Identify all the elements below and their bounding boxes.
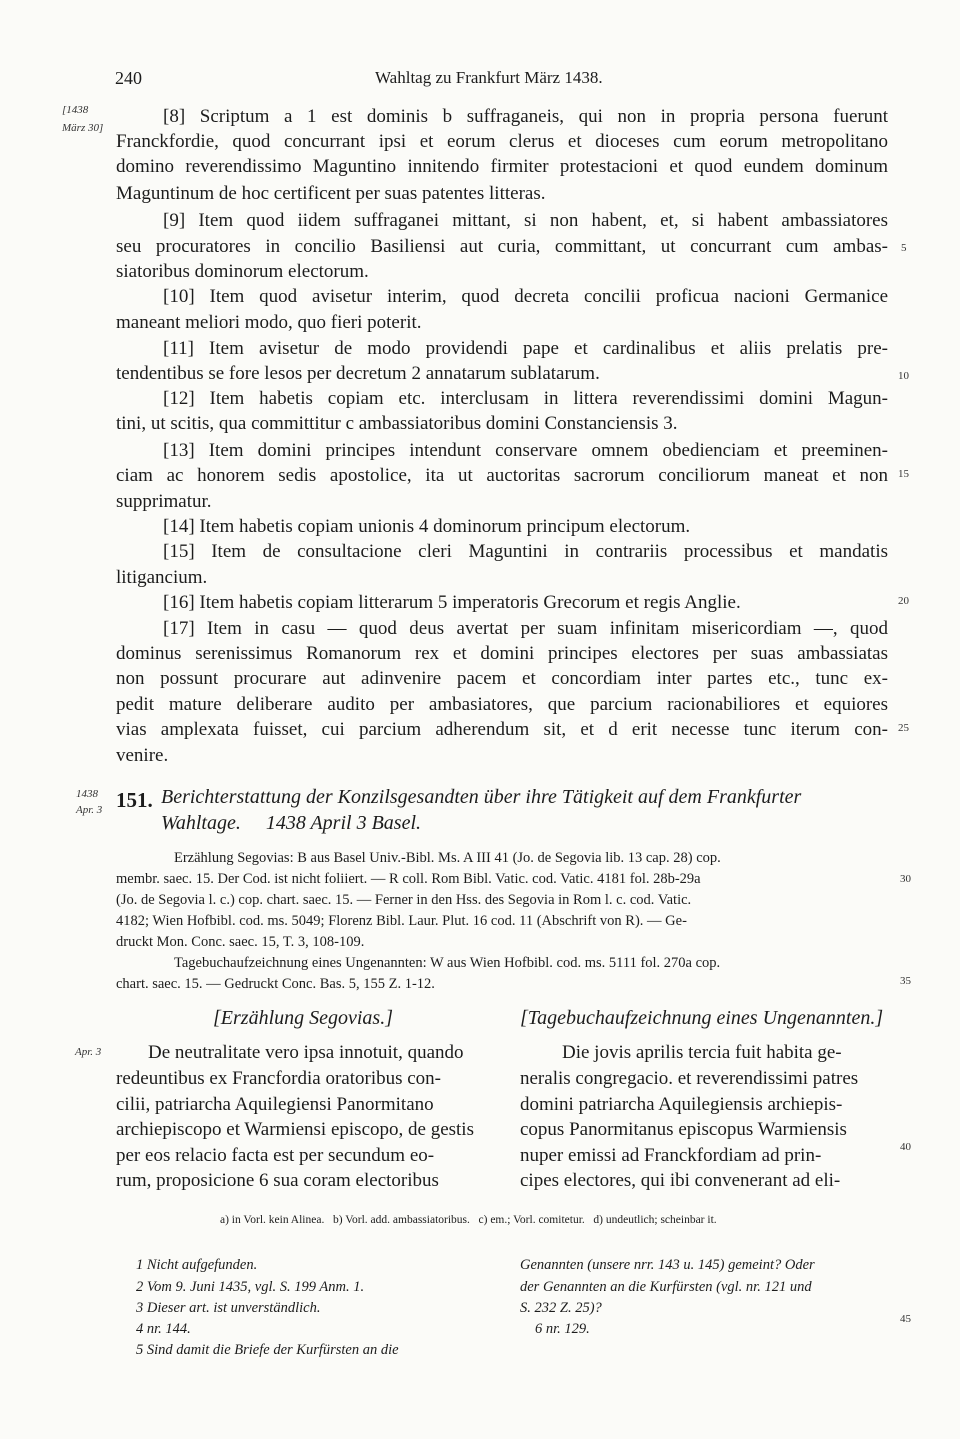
page-number: 240 xyxy=(115,68,142,88)
text-line: non possunt procurare aut adinvenire pacem et concordiam inter partes etc., tunc ex- xyxy=(116,668,888,689)
right-column-line: neralis congregacio. et reverendissimi patres xyxy=(520,1068,859,1089)
text-line: seu procuratores in concilio Basiliensi aut curia, committant, ut concurrant cum ambas- xyxy=(116,236,888,257)
text-line: vias amplexata fuisset, cui parcium adherendum sit, et d erit necesse tunc iterum con- xyxy=(116,719,888,740)
entry-margin-date-2: Apr. 3 xyxy=(76,804,103,816)
left-column-line: redeuntibus ex Francfordia oratoribus con- xyxy=(116,1068,442,1089)
right-column-line: nuper emissi ad Franckfordiam ad prin- xyxy=(520,1145,822,1166)
source-line: Tagebuchaufzeichnung eines Ungenannten: W aus Wien Hofbibl. cod. ms. 5111 fol. 270a cop. xyxy=(174,955,721,971)
right-column-line: copus Panormitanus episcopus Warmiensis xyxy=(520,1119,847,1140)
text-line: tini, ut scitis, qua committitur c ambassiatoribus domini Constanciensis 3. xyxy=(116,413,678,434)
footnote: 5 Sind damit die Briefe der Kurfürsten an die xyxy=(136,1342,399,1358)
footnote: S. 232 Z. 25)? xyxy=(520,1300,602,1316)
entry-margin-date: 1438 xyxy=(76,788,98,800)
line-number: 45 xyxy=(900,1313,911,1325)
left-column-line: archiepiscopo et Warmiensi episcopo, de gestis xyxy=(116,1119,474,1140)
text-line: [10] Item quod avisetur interim, quod decreta concilii proficua nacioni Germanice xyxy=(163,286,888,307)
right-column-line: domini patriarcha Aquilegiensis archiepis- xyxy=(520,1094,843,1115)
margin-date: [1438 xyxy=(62,104,89,116)
line-number: 10 xyxy=(898,370,909,382)
line-number: 25 xyxy=(898,722,909,734)
footnote: Genannten (unsere nrr. 143 u. 145) gemeint? Oder xyxy=(520,1257,815,1273)
text-line: [15] Item de consultacione cleri Maguntini in contrariis processibus et mandatis xyxy=(163,541,888,562)
text-line: litigancium. xyxy=(116,567,208,588)
footnote: der Genannten an die Kurfürsten (vgl. nr. 121 und xyxy=(520,1279,812,1295)
entry-title-2: Wahltage. 1438 April 3 Basel. xyxy=(161,812,421,834)
text-line: Franckfordie, quod concurrant ipsi et eorum clerus et dioceses cum eorum metropolitano xyxy=(116,131,888,152)
text-line: pedit mature deliberare audito per ambasiatores, que parcium racionabiliores et equiores xyxy=(116,694,888,715)
running-title: Wahltag zu Frankfurt März 1438. xyxy=(375,68,603,87)
footnote: 2 Vom 9. Juni 1435, vgl. S. 199 Anm. 1. xyxy=(136,1279,365,1295)
margin-date-2: März 30] xyxy=(62,122,104,134)
left-column-line: per eos relacio facta est per secundum eo- xyxy=(116,1145,435,1166)
footnote: 3 Dieser art. ist unverständlich. xyxy=(136,1300,321,1316)
text-line: siatoribus dominorum electorum. xyxy=(116,261,369,282)
line-number: 15 xyxy=(898,468,909,480)
text-line: ciam ac honorem sedis apostolice, ita ut auctoritas sacrorum conciliorum maneat et non xyxy=(116,465,888,486)
line-number: 35 xyxy=(900,975,911,987)
source-line: (Jo. de Segovia l. c.) cop. chart. saec. 15. — Ferner in den Hss. des Segovia in Rom l. c. cod. Vatic. xyxy=(116,892,692,908)
text-line: domino reverendissimo Maguntino innitendo firmiter protestacioni et quod eundem dominum xyxy=(116,156,888,177)
text-line: Maguntinum de hoc certificent per suas patentes litteras. xyxy=(116,183,546,204)
entry-title: Berichterstattung der Konzilsgesandten über ihre Tätigkeit auf dem Frankfurter xyxy=(161,786,802,808)
text-line: [12] Item habetis copiam etc. interclusam in littera reverendissimi domini Magun- xyxy=(163,388,888,409)
footnote: 4 nr. 144. xyxy=(136,1321,191,1337)
text-line: maneant meliori modo, quo fieri poterit. xyxy=(116,312,422,333)
source-line: 4182; Wien Hofbibl. cod. ms. 5049; Florenz Bibl. Laur. Plut. 16 cod. 11 (Abschrift von R). — Ge- xyxy=(116,913,687,929)
footnote: 6 nr. 129. xyxy=(535,1321,590,1337)
line-number: 30 xyxy=(900,873,911,885)
line-number: 20 xyxy=(898,595,909,607)
line-number: 5 xyxy=(901,242,907,254)
text-line: [8] Scriptum a 1 est dominis b suffraganeis, qui non in propria persona fuerunt xyxy=(163,106,888,127)
left-column-line: cilii, patriarcha Aquilegiensi Panormitano xyxy=(116,1094,434,1115)
text-line: venire. xyxy=(116,745,169,766)
text-line: dominus serenissimus Romanorum rex et domini principes electores per suas ambassiatas xyxy=(116,643,888,664)
text-line: [14] Item habetis copiam unionis 4 dominorum principum electorum. xyxy=(163,516,691,537)
left-column-line: rum, proposicione 6 sua coram electoribus xyxy=(116,1170,439,1191)
text-line: supprimatur. xyxy=(116,491,212,512)
source-line: druckt Mon. Conc. saec. 15, T. 3, 108-109. xyxy=(116,934,365,950)
text-line: [11] Item avisetur de modo providendi pape et cardinalibus et aliis prelatis pre- xyxy=(163,338,888,359)
right-column-line: cipes electores, qui ibi convenerant ad eli- xyxy=(520,1170,841,1191)
source-line: membr. saec. 15. Der Cod. ist nicht foliiert. — R coll. Rom Bibl. Vatic. cod. Vatic. 4181 fol. 28b-29a xyxy=(116,871,701,887)
right-column-line: Die jovis aprilis tercia fuit habita ge- xyxy=(562,1042,842,1063)
source-line: Erzählung Segovias: B aus Basel Univ.-Bibl. Ms. A III 41 (Jo. de Segovia lib. 13 cap. 28) cop. xyxy=(174,850,721,866)
entry-number: 151. xyxy=(116,788,153,812)
text-line: [9] Item quod iidem suffraganei mittant, si non habent, et, si habent ambassiatores xyxy=(163,210,888,231)
critical-apparatus: a) in Vorl. kein Alinea. b) Vorl. add. ambassiatoribus. c) em.; Vorl. comitetur. d) undeutlich; scheinbar it. xyxy=(220,1214,717,1226)
line-number: 40 xyxy=(900,1141,911,1153)
text-line: [16] Item habetis copiam litterarum 5 imperatoris Grecorum et regis Anglie. xyxy=(163,592,741,613)
right-column-heading: [Tagebuchaufzeichnung eines Ungenannten.] xyxy=(520,1007,884,1029)
text-line: [13] Item domini principes intendunt conservare omnem obedienciam et preeminen- xyxy=(163,440,888,461)
text-line: [17] Item in casu — quod deus avertat per suam infinitam misericordiam —, quod xyxy=(163,618,888,639)
left-column-line: De neutralitate vero ipsa innotuit, quando xyxy=(148,1042,464,1063)
text-line: tendentibus se fore lesos per decretum 2 annatarum sublatarum. xyxy=(116,363,600,384)
source-line: chart. saec. 15. — Gedruckt Conc. Bas. 5, 155 Z. 1-12. xyxy=(116,976,435,992)
column-margin-date: Apr. 3 xyxy=(75,1046,102,1058)
left-column-heading: [Erzählung Segovias.] xyxy=(213,1007,393,1029)
footnote: 1 Nicht aufgefunden. xyxy=(136,1257,258,1273)
